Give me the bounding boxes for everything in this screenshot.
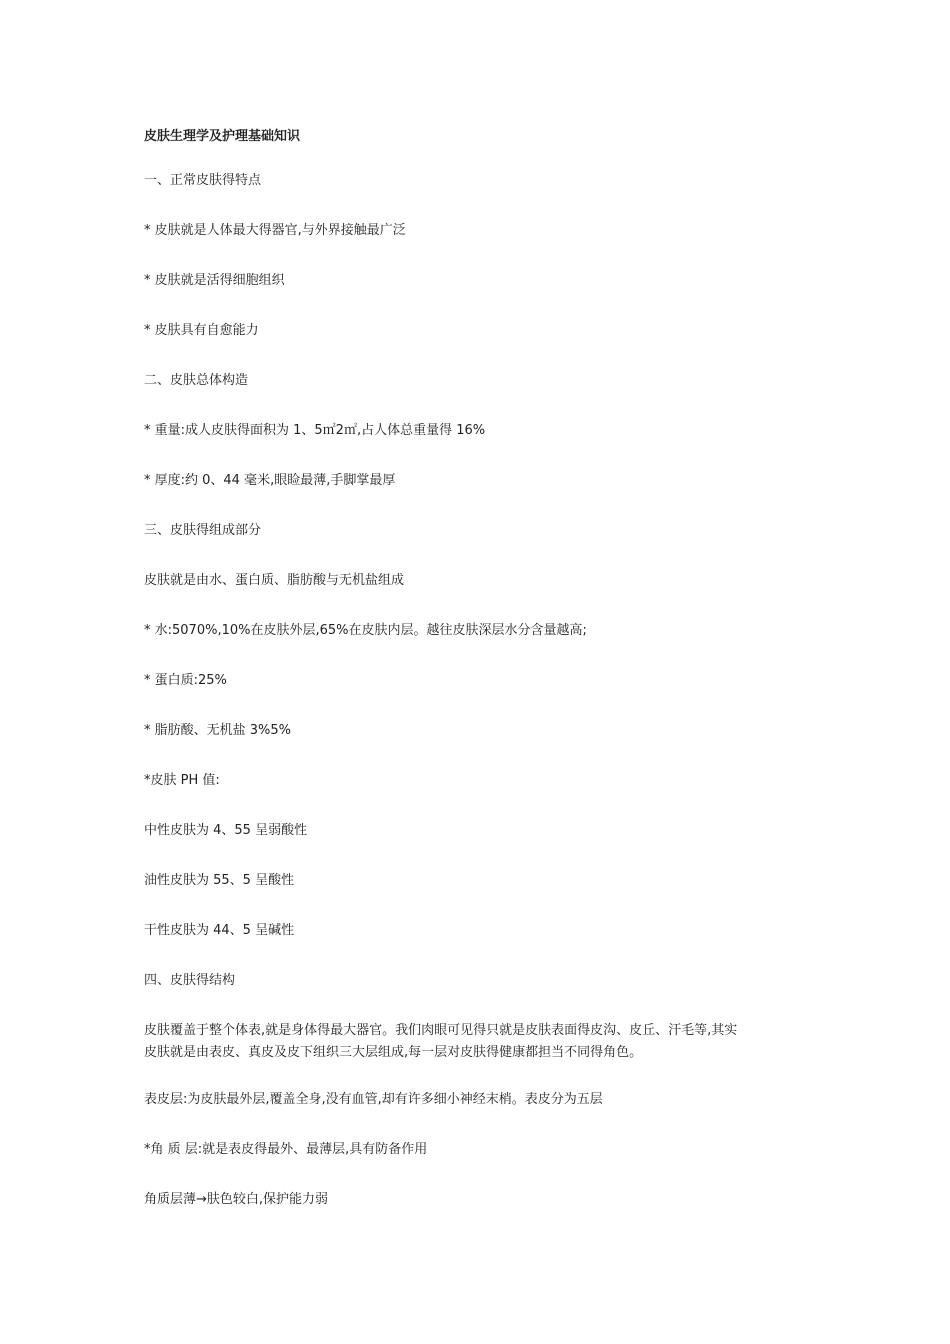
skin-structure-line-2: 皮肤就是由表皮、真皮及皮下组织三大层组成,每一层对皮肤得健康都担当不同得角色。	[144, 1045, 643, 1060]
skin-structure-line-1: 皮肤覆盖于整个体表,就是身体得最大器官。我们肉眼可见得只就是皮肤表面得皮沟、皮丘、汗毛等,其实	[144, 1023, 738, 1038]
bullet-weight: * 重量:成人皮肤得面积为 1、5㎡2㎡,占人体总重量得 16%	[144, 423, 486, 438]
bullet-skin-ph: *皮肤 PH 值:	[144, 773, 220, 788]
document-title: 皮肤生理学及护理基础知识	[144, 129, 301, 144]
thin-stratum-corneum-note: 角质层薄→肤色较白,保护能力弱	[144, 1192, 329, 1207]
ph-dry-skin: 干性皮肤为 44、5 呈碱性	[144, 923, 295, 938]
section-heading-skin-structure: 四、皮肤得结构	[144, 973, 236, 988]
section-heading-structure-overview: 二、皮肤总体构造	[144, 373, 249, 388]
ph-oily-skin: 油性皮肤为 55、5 呈酸性	[144, 873, 295, 888]
epidermis-paragraph: 表皮层:为皮肤最外层,覆盖全身,没有血管,却有许多细小神经末梢。表皮分为五层	[144, 1092, 603, 1107]
bullet-fatty-acid-salt: * 脂肪酸、无机盐 3%5%	[144, 723, 292, 738]
bullet-living-tissue: * 皮肤就是活得细胞组织	[144, 273, 285, 288]
section-heading-composition: 三、皮肤得组成部分	[144, 523, 262, 538]
document-body	[144, 126, 814, 1239]
bullet-stratum-corneum: *角 质 层:就是表皮得最外、最薄层,具有防备作用	[144, 1142, 428, 1157]
bullet-largest-organ: * 皮肤就是人体最大得器官,与外界接触最广泛	[144, 223, 406, 238]
composition-intro: 皮肤就是由水、蛋白质、脂肪酸与无机盐组成	[144, 573, 405, 588]
bullet-self-healing: * 皮肤具有自愈能力	[144, 323, 259, 338]
section-heading-normal-skin: 一、正常皮肤得特点	[144, 173, 262, 188]
skin-structure-paragraph	[144, 1020, 814, 1064]
bullet-water: * 水:5070%,10%在皮肤外层,65%在皮肤内层。越往皮肤深层水分含量越高;	[144, 623, 587, 638]
bullet-protein: * 蛋白质:25%	[144, 673, 227, 688]
bullet-thickness: * 厚度:约 0、44 毫米,眼睑最薄,手脚掌最厚	[144, 473, 396, 488]
ph-neutral-skin: 中性皮肤为 4、55 呈弱酸性	[144, 823, 308, 838]
